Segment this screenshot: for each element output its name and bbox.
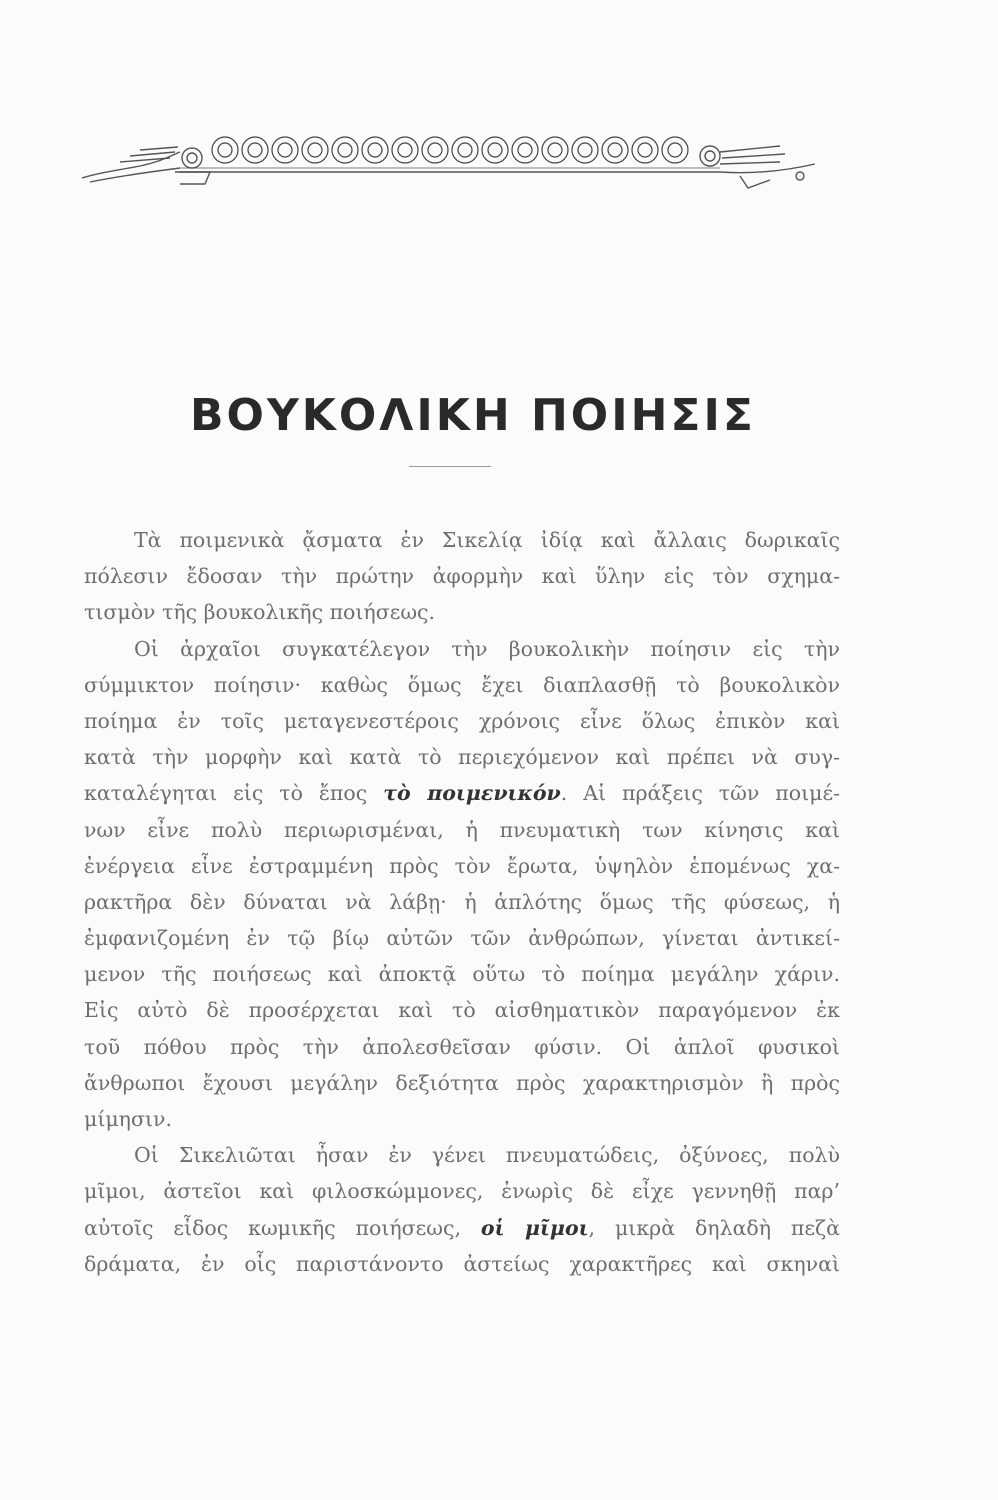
- chapter-title: ΒΟΥΚΟΛΙΚΗ ΠΟΙΗΣΙΣ: [190, 390, 756, 441]
- text-line: ἐνέργεια εἶνε ἐστραμμένη πρὸς τὸν ἔρωτα, ὑψηλὸν ἑπομένως χα-: [84, 853, 840, 878]
- body-text: [84, 522, 840, 1282]
- text-segment: , μικρὰ δηλαδὴ πεζὰ: [588, 1215, 840, 1240]
- text-line: [84, 775, 840, 811]
- text-line: τισμὸν τῆς βουκολικῆς ποιήσεως.: [84, 600, 436, 625]
- text-line: Οἱ Σικελιῶται ἦσαν ἐν γένει πνευματώδεις, ὀξύνοες, πολὺ: [134, 1143, 840, 1168]
- ornamental-headpiece: [80, 122, 820, 192]
- text-line: πόλεσιν ἔδοσαν τὴν πρώτην ἀφορμὴν καὶ ὕλην εἰς τὸν σχημα-: [84, 564, 840, 589]
- text-line: μενον τῆς ποιήσεως καὶ ἀποκτᾷ οὕτω τὸ ποίημα μεγάλην χάριν.: [84, 962, 840, 987]
- text-line: νων εἶνε πολὺ περιωρισμέναι, ἡ πνευματικὴ των κίνησις καὶ: [84, 817, 840, 842]
- text-line: ἐμφανιζομένη ἐν τῷ βίῳ αὐτῶν τῶν ἀνθρώπων, γίνεται ἀντικεί-: [84, 926, 840, 951]
- text-line: ποίημα ἐν τοῖς μεταγενεστέροις χρόνοις εἶνε ὅλως ἐπικὸν καὶ: [84, 708, 840, 733]
- text-line: τοῦ πόθου πρὸς τὴν ἀπολεσθεῖσαν φύσιν. Οἱ ἁπλοῖ φυσικοὶ: [84, 1034, 840, 1059]
- text-segment: . Αἱ πράξεις τῶν ποιμέ-: [560, 781, 840, 806]
- emphasis-term: τὸ ποιμενικόν: [383, 781, 561, 806]
- text-line: σύμμικτον ποίησιν· καθὼς ὅμως ἔχει διαπλασθῇ τὸ βουκολικὸν: [84, 672, 840, 697]
- text-line: ἄνθρωποι ἔχουσι μεγάλην δεξιότητα πρὸς χαρακτηρισμὸν ἢ πρὸς: [84, 1070, 840, 1095]
- paragraph-1: [84, 522, 840, 631]
- text-line: [84, 1210, 840, 1246]
- text-line: Τὰ ποιμενικὰ ᾄσματα ἐν Σικελίᾳ ἰδίᾳ καὶ ἄλλαις δωρικαῖς: [134, 528, 840, 552]
- text-line: μίμησιν.: [84, 1107, 172, 1131]
- title-divider: [409, 466, 491, 467]
- paragraph-2: [84, 631, 840, 1138]
- emphasis-term: οἱ μῖμοι: [480, 1215, 589, 1240]
- paragraph-3: [84, 1137, 840, 1282]
- text-line: μῖμοι, ἀστεῖοι καὶ φιλοσκώμμονες, ἐνωρὶς δὲ εἶχε γεννηθῇ παρ’: [84, 1179, 840, 1204]
- text-line: δράματα, ἐν οἷς παριστάνοντο ἀστείως χαρακτῆρες καὶ σκηναὶ: [84, 1251, 840, 1276]
- text-segment: αὐτοῖς εἶδος κωμικῆς ποιήσεως,: [84, 1215, 481, 1240]
- text-line: Οἱ ἀρχαῖοι συγκατέλεγον τὴν βουκολικὴν ποίησιν εἰς τὴν: [134, 636, 840, 661]
- text-line: ρακτῆρα δὲν δύναται νὰ λάβῃ· ἡ ἁπλότης ὅμως τῆς φύσεως, ἡ: [84, 889, 840, 914]
- text-segment: καταλέγηται εἰς τὸ ἔπος: [84, 781, 384, 806]
- text-line: κατὰ τὴν μορφὴν καὶ κατὰ τὸ περιεχόμενον καὶ πρέπει νὰ συγ-: [84, 745, 840, 770]
- text-line: Εἰς αὐτὸ δὲ προσέρχεται καὶ τὸ αἰσθηματικὸν παραγόμενον ἐκ: [84, 998, 840, 1023]
